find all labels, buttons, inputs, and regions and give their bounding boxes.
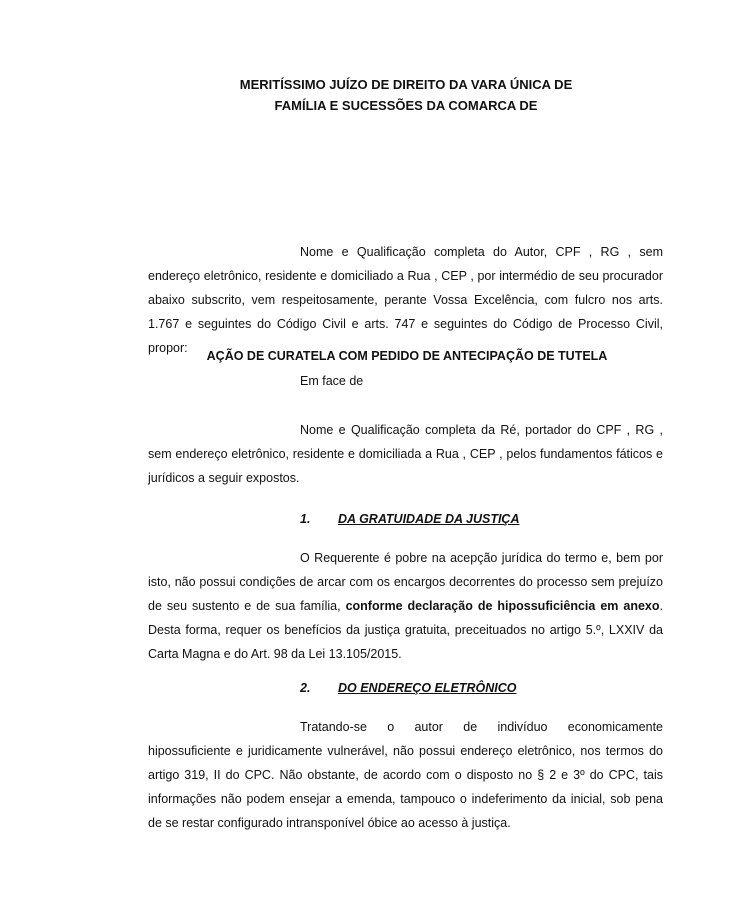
defendant-paragraph: Nome e Qualificação completa da Ré, portador do CPF , RG , sem endereço eletrônico, residente e domiciliada a Rua , CEP , pelos fundamentos fáticos e jurídicos a seguir expostos.: [148, 423, 663, 485]
section-1-bold-text: conforme declaração de hipossuficiência em anexo: [345, 599, 660, 613]
section-2-number: 2.: [300, 681, 311, 695]
action-title: AÇÃO DE CURATELA COM PEDIDO DE ANTECIPAÇÃO DE TUTELA: [206, 349, 608, 363]
intro-paragraph: Nome e Qualificação completa do Autor, CPF , RG , sem endereço eletrônico, residente e domiciliado a Rua , CEP , por intermédio de seu procurador abaixo subscrito, vem respeitosamente, perante Vossa Excelência, com fulcro nos arts. 1.767 e seguintes do Código Civil e arts. 747 e seguintes do Código de Processo Civil, propor:: [148, 245, 663, 355]
court-header-line-2: FAMÍLIA E SUCESSÕES DA COMARCA DE: [274, 98, 538, 113]
section-1-text: O Requerente é pobre na acepção jurídica do termo e, bem por isto, não possui condições de arcar com os encargos decorrentes do processo sem prejuízo de seu sustento e de sua família,: [148, 551, 663, 613]
section-1-paragraph: [148, 546, 663, 666]
section-1-title: DA GRATUIDADE DA JUSTIÇA: [338, 512, 520, 526]
section-1-heading: [300, 512, 519, 526]
court-header: [0, 74, 750, 116]
court-header-line-1: MERITÍSSIMO JUÍZO DE DIREITO DA VARA ÚNICA DE: [239, 77, 573, 92]
section-2-heading: [300, 681, 517, 695]
section-1-text-end: . Desta forma, requer os benefícios da justiça gratuita, preceituados no artigo 5.º, LXXIV da Carta Magna e do Art. 98 da Lei 13.105/2015.: [148, 599, 663, 661]
section-1-number: 1.: [300, 512, 311, 526]
section-2-paragraph: Tratando-se o autor de indivíduo economicamente hipossuficiente e juridicamente vulnerável, não possui endereço eletrônico, nos termos do artigo 319, II do CPC. Não obstante, de acordo com o disposto no § 2 e 3º do CPC, tais informações não podem ensejar a emenda, tampouco o indeferimento da inicial, sob pena de se restar configurado intransponível óbice ao acesso à justiça.: [148, 720, 663, 830]
in-face-of-label: Em face de: [300, 374, 364, 388]
section-2-title: DO ENDEREÇO ELETRÔNICO: [338, 681, 517, 695]
